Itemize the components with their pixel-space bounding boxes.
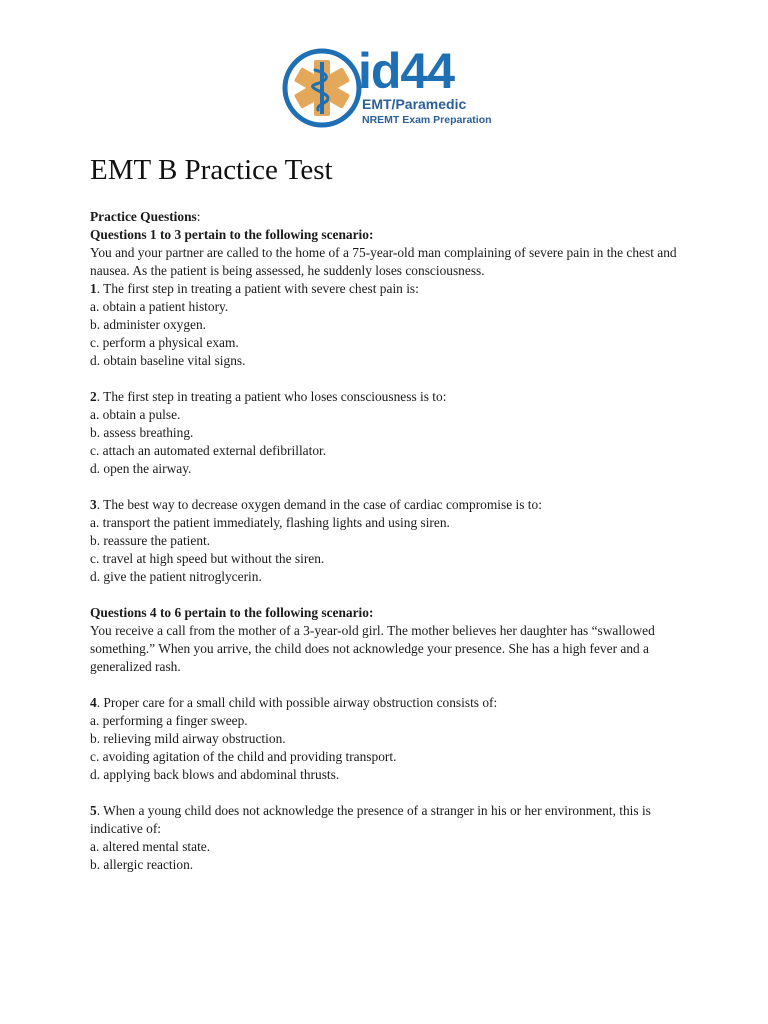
answer-option: c. attach an automated external defibrillator. [90, 443, 327, 458]
question-number: 2 [90, 389, 97, 404]
id44-logo [282, 40, 492, 136]
question-text: . The first step in treating a patient with severe chest pain is: [96, 281, 419, 296]
section-label [90, 208, 690, 226]
question-list-a [90, 280, 690, 586]
section-label-text: Practice Questions [90, 209, 197, 224]
answer-option: c. avoiding agitation of the child and providing transport. [90, 749, 397, 764]
page-title: EMT B Practice Test [90, 154, 333, 186]
question-2 [90, 388, 690, 478]
answer-option: d. open the airway. [90, 461, 192, 476]
question-text: . Proper care for a small child with possible airway obstruction consists of: [96, 695, 498, 710]
answer-option: c. travel at high speed but without the siren. [90, 551, 325, 566]
question-stem [90, 802, 690, 838]
answer-option: a. obtain a patient history. [90, 299, 229, 314]
question-text: . The best way to decrease oxygen demand in the case of cardiac compromise is to: [96, 497, 542, 512]
answer-option: b. allergic reaction. [90, 857, 194, 872]
logo-brand-text: id44 [358, 43, 455, 99]
answer-option: c. perform a physical exam. [90, 335, 239, 350]
document-body [90, 208, 690, 892]
scenario-1-heading: Questions 1 to 3 pertain to the following scenario: [90, 227, 374, 242]
question-list-b [90, 694, 690, 874]
question-stem [90, 280, 690, 298]
question-text: . The first step in treating a patient who loses consciousness is to: [96, 389, 447, 404]
logo-subtitle: EMT/Paramedic [362, 96, 467, 112]
answer-option: b. administer oxygen. [90, 317, 207, 332]
question-4 [90, 694, 690, 784]
answer-option: a. transport the patient immediately, flashing lights and using siren. [90, 515, 450, 530]
question-stem [90, 496, 690, 514]
logo-tagline: NREMT Exam Preparation [362, 114, 492, 126]
question-text: . When a young child does not acknowledge the presence of a stranger in his or her environment, this is indicative of: [90, 803, 651, 836]
question-stem [90, 388, 690, 406]
answer-option: a. performing a finger sweep. [90, 713, 248, 728]
answer-option: b. assess breathing. [90, 425, 194, 440]
answer-option: d. give the patient nitroglycerin. [90, 569, 262, 584]
answer-option: d. obtain baseline vital signs. [90, 353, 246, 368]
answer-option: a. altered mental state. [90, 839, 211, 854]
question-number: 4 [90, 695, 97, 710]
answer-option: a. obtain a pulse. [90, 407, 181, 422]
answer-option: b. reassure the patient. [90, 533, 211, 548]
question-number: 5 [90, 803, 97, 818]
answer-option: b. relieving mild airway obstruction. [90, 731, 286, 746]
answer-option: d. applying back blows and abdominal thrusts. [90, 767, 340, 782]
scenario-2-heading: Questions 4 to 6 pertain to the following scenario: [90, 605, 374, 620]
question-stem [90, 694, 690, 712]
question-5 [90, 802, 690, 874]
question-3 [90, 496, 690, 586]
question-number: 3 [90, 497, 97, 512]
question-1 [90, 280, 690, 370]
question-number: 1 [90, 281, 97, 296]
section-label-suffix: : [196, 209, 201, 224]
scenario-2-text: You receive a call from the mother of a 3-year-old girl. The mother believes her daughter has “swallowed something.” When you arrive, the child does not acknowledge your presence. She has a high fever and a generalized rash. [90, 623, 655, 674]
scenario-1-text: You and your partner are called to the home of a 75-year-old man complaining of severe pain in the chest and nausea. As the patient is being assessed, he suddenly loses consciousness. [90, 245, 677, 278]
